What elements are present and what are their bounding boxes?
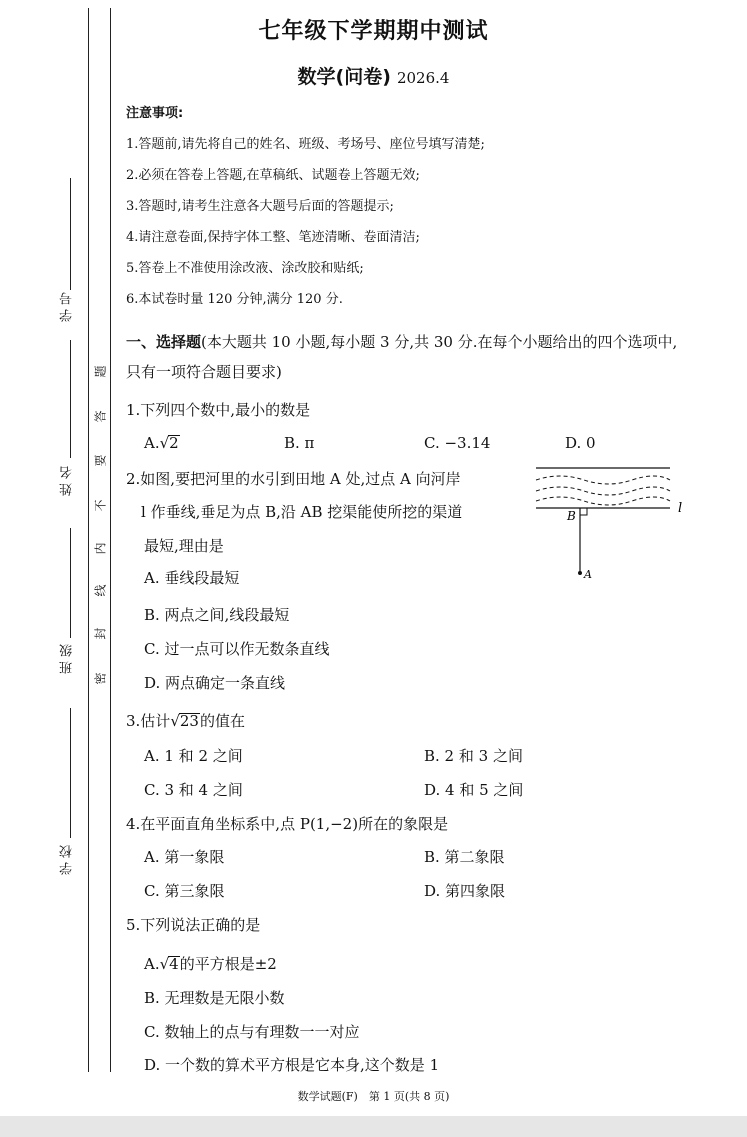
q3-radicand: 23 (179, 712, 199, 730)
notice-item: 3.答题时,请考生注意各大题号后面的答题提示; (126, 199, 394, 214)
question-5-stem: 5.下列说法正确的是 (126, 916, 261, 934)
sqrt-sign: √ (170, 712, 180, 730)
point-a (578, 571, 582, 575)
q5-option-a-radicand: 4 (169, 955, 179, 973)
q5-option-a-label: A. (144, 955, 160, 973)
q2-option-b[interactable]: B. 两点之间,线段最短 (144, 606, 290, 624)
question-2-stem-line2: l 作垂线,垂足为点 B,沿 AB 挖渠能使所挖的渠道 (141, 503, 463, 521)
q3-stem-suffix: 的值在 (199, 712, 245, 730)
subject-label: 数学(问卷) (297, 66, 391, 88)
q1-option-c[interactable]: C. −3.14 (424, 434, 491, 452)
river-wave (536, 487, 670, 495)
q5-option-d[interactable]: D. 一个数的算术平方根是它本身,这个数是 1 (144, 1056, 440, 1074)
question-3-stem (126, 710, 245, 731)
q2-option-a[interactable]: A. 垂线段最短 (144, 569, 240, 587)
q4-option-b[interactable]: B. 第二象限 (424, 848, 505, 866)
sqrt-sign: √ (159, 434, 170, 452)
q3-option-c[interactable]: C. 3 和 4 之间 (144, 781, 243, 799)
notice-item: 4.请注意卷面,保持字体工整、笔迹清晰、卷面清洁; (126, 230, 420, 245)
binding-line-right (110, 8, 111, 1072)
q3-stem-prefix: 3.估计 (126, 712, 171, 730)
section-title: 一、选择题 (126, 333, 202, 351)
river-figure (530, 460, 700, 585)
river-wave (536, 497, 670, 505)
q5-option-b[interactable]: B. 无理数是无限小数 (144, 989, 285, 1007)
student-id-label: 学 号 (60, 292, 75, 323)
seal-char: 线 (93, 584, 108, 597)
name-label: 姓 名 (60, 466, 75, 497)
page-footer: 数学试题(F) 第 1 页(共 8 页) (297, 1090, 450, 1103)
q1-option-a-radicand: 2 (169, 434, 179, 452)
question-4-stem: 4.在平面直角坐标系中,点 P(1,−2)所在的象限是 (126, 815, 449, 833)
q4-option-c[interactable]: C. 第三象限 (144, 882, 225, 900)
q1-option-b[interactable]: B. π (284, 434, 315, 452)
river-wave (536, 476, 670, 484)
q3-option-b[interactable]: B. 2 和 3 之间 (424, 747, 523, 765)
q4-option-d[interactable]: D. 第四象限 (424, 882, 506, 900)
class-line[interactable] (70, 528, 71, 638)
subtitle (0, 62, 747, 89)
q4-option-a[interactable]: A. 第一象限 (144, 848, 225, 866)
seal-char: 内 (93, 542, 108, 555)
name-line[interactable] (70, 340, 71, 458)
seal-char: 答 (93, 410, 108, 423)
notice-heading: 注意事项: (126, 106, 184, 121)
seal-char: 密 (93, 672, 108, 685)
q1-option-d[interactable]: D. 0 (565, 434, 596, 452)
notice-item: 1.答题前,请先将自己的姓名、班级、考场号、座位号填写清楚; (126, 137, 485, 152)
q5-option-a-text: 的平方根是±2 (179, 955, 277, 973)
school-line[interactable] (70, 708, 71, 838)
viewer-bottom-bar (0, 1116, 747, 1137)
page-title: 七年级下学期期中测试 (258, 19, 489, 44)
q5-option-c[interactable]: C. 数轴上的点与有理数一一对应 (144, 1023, 360, 1041)
seal-char: 封 (93, 627, 108, 640)
notice-item: 2.必须在答卷上答题,在草稿纸、试题卷上答题无效; (126, 168, 420, 183)
q1-option-a-label: A. (144, 434, 160, 452)
school-label: 学 校 (60, 845, 75, 876)
right-angle-mark (580, 508, 587, 515)
seal-char: 不 (93, 499, 108, 512)
notice-item: 5.答卷上不准使用涂改液、涂改胶和贴纸; (126, 261, 364, 276)
section-desc: (本大题共 10 小题,每小题 3 分,共 30 分.在每个小题给出的四个选项中,只有一项符合题目要求) (126, 333, 678, 381)
q2-option-c[interactable]: C. 过一点可以作无数条直线 (144, 640, 330, 658)
q3-option-a[interactable]: A. 1 和 2 之间 (144, 747, 243, 765)
q2-option-d[interactable]: D. 两点确定一条直线 (144, 674, 286, 692)
label-l: l (678, 501, 683, 516)
label-a: A (584, 568, 592, 581)
section-heading (126, 327, 686, 387)
notice-item: 6.本试卷时量 120 分钟,满分 120 分. (126, 292, 343, 307)
q1-option-a[interactable] (144, 434, 180, 452)
class-label: 班 级 (60, 644, 75, 675)
q3-option-d[interactable]: D. 4 和 5 之间 (424, 781, 524, 799)
binding-line-left (88, 8, 89, 1072)
sqrt-sign: √ (159, 955, 170, 973)
question-1-stem: 1.下列四个数中,最小的数是 (126, 401, 311, 419)
seal-char: 题 (93, 365, 108, 378)
q5-option-a[interactable] (144, 953, 277, 974)
exam-date: 2026.4 (396, 69, 450, 87)
label-b: B (567, 509, 576, 523)
student-id-line[interactable] (70, 178, 71, 290)
question-2-stem-line3: 最短,理由是 (144, 537, 224, 555)
question-2-stem: 2.如图,要把河里的水引到田地 A 处,过点 A 向河岸 (126, 470, 461, 488)
seal-char: 要 (93, 454, 108, 467)
